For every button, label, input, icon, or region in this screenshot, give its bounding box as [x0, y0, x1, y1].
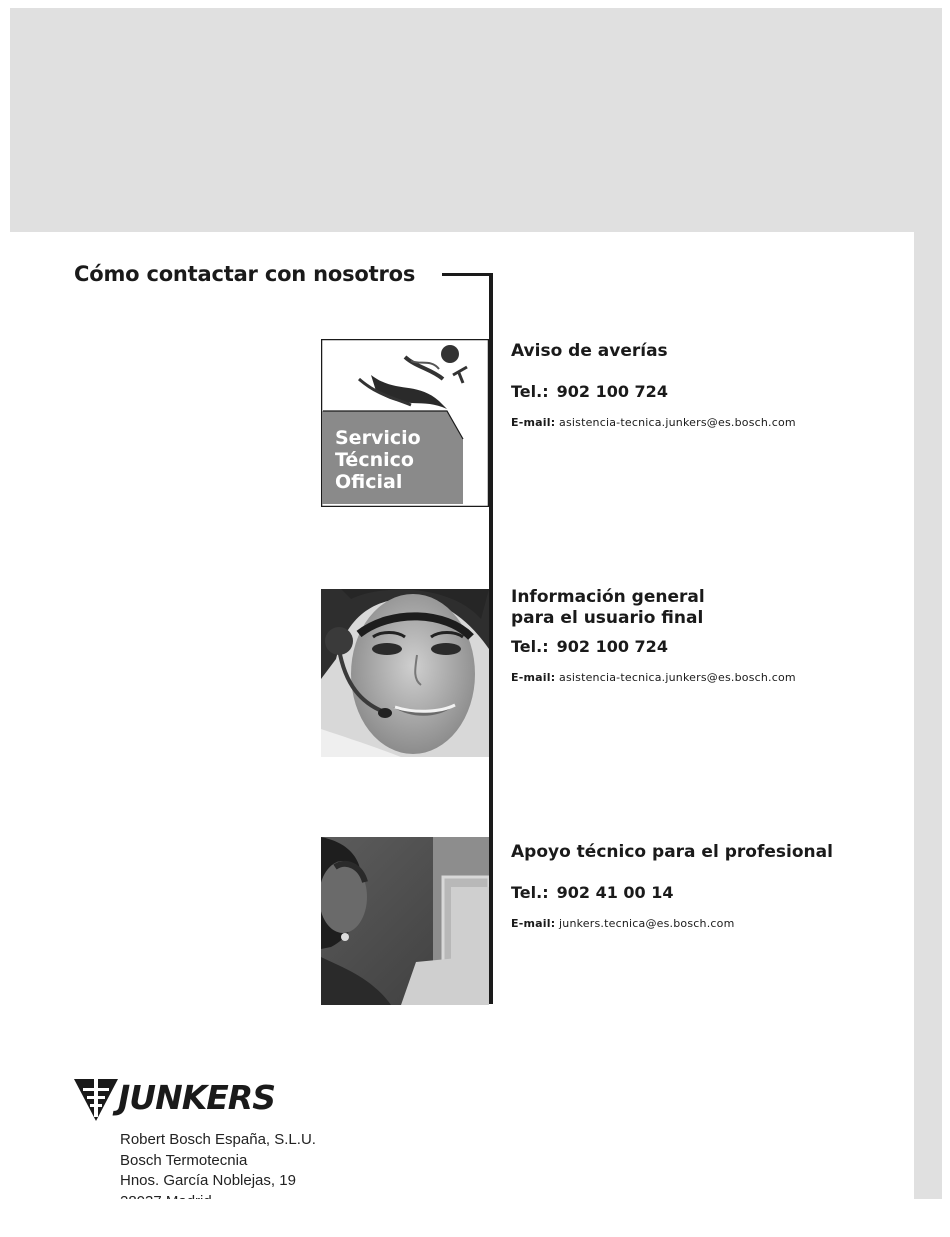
- tel-info: [511, 637, 668, 656]
- address-line: Hnos. García Noblejas, 19: [120, 1172, 296, 1189]
- heading-line: para el usuario final: [511, 608, 704, 628]
- section-heading-info: [511, 587, 705, 629]
- title-rule: [442, 273, 493, 276]
- right-gray-band: [914, 232, 942, 1199]
- technician-photo: [321, 837, 489, 1005]
- badge-line-2: Técnico: [335, 449, 414, 471]
- tel-label: Tel.:: [511, 637, 549, 656]
- page-bottom-edge: [0, 1199, 950, 1237]
- email-averias: [511, 416, 796, 429]
- heading-line: Información general: [511, 587, 705, 607]
- operator-photo: [321, 589, 489, 757]
- section-heading-profesional: [511, 842, 833, 863]
- address-line: Bosch Termotecnia: [120, 1151, 248, 1169]
- email-link[interactable]: asistencia-tecnica.junkers@es.bosch.com: [559, 416, 796, 429]
- tel-number[interactable]: 902 100 724: [556, 637, 668, 656]
- email-link[interactable]: asistencia-tecnica.junkers@es.bosch.com: [559, 671, 796, 684]
- tel-averias: [511, 382, 668, 401]
- tel-profesional: [511, 883, 674, 902]
- tel-number[interactable]: 902 41 00 14: [556, 883, 674, 902]
- service-badge: [321, 339, 489, 507]
- page-title: Cómo contactar con nosotros: [74, 262, 416, 286]
- address-line: Robert Bosch España, S.L.U.: [120, 1131, 316, 1148]
- email-label: E-mail:: [511, 416, 556, 429]
- tel-number[interactable]: 902 100 724: [556, 382, 668, 401]
- section-heading-averias: [511, 341, 668, 362]
- heading-line: Apoyo técnico para el profesional: [511, 842, 833, 862]
- tel-label: Tel.:: [511, 382, 549, 401]
- tel-label: Tel.:: [511, 883, 549, 902]
- email-profesional: [511, 917, 735, 930]
- badge-line-1: Servicio: [335, 427, 421, 449]
- heading-line: Aviso de averías: [511, 341, 668, 361]
- brand-name: JUNKERS: [118, 1078, 275, 1117]
- top-gray-band: [10, 8, 942, 232]
- email-label: E-mail:: [511, 917, 556, 930]
- badge-line-3: Oficial: [335, 471, 403, 493]
- junkers-logo-icon: [74, 1077, 118, 1123]
- email-link[interactable]: junkers.tecnica@es.bosch.com: [559, 917, 735, 930]
- email-label: E-mail:: [511, 671, 556, 684]
- vertical-rule: [489, 273, 493, 1004]
- email-info: [511, 671, 796, 684]
